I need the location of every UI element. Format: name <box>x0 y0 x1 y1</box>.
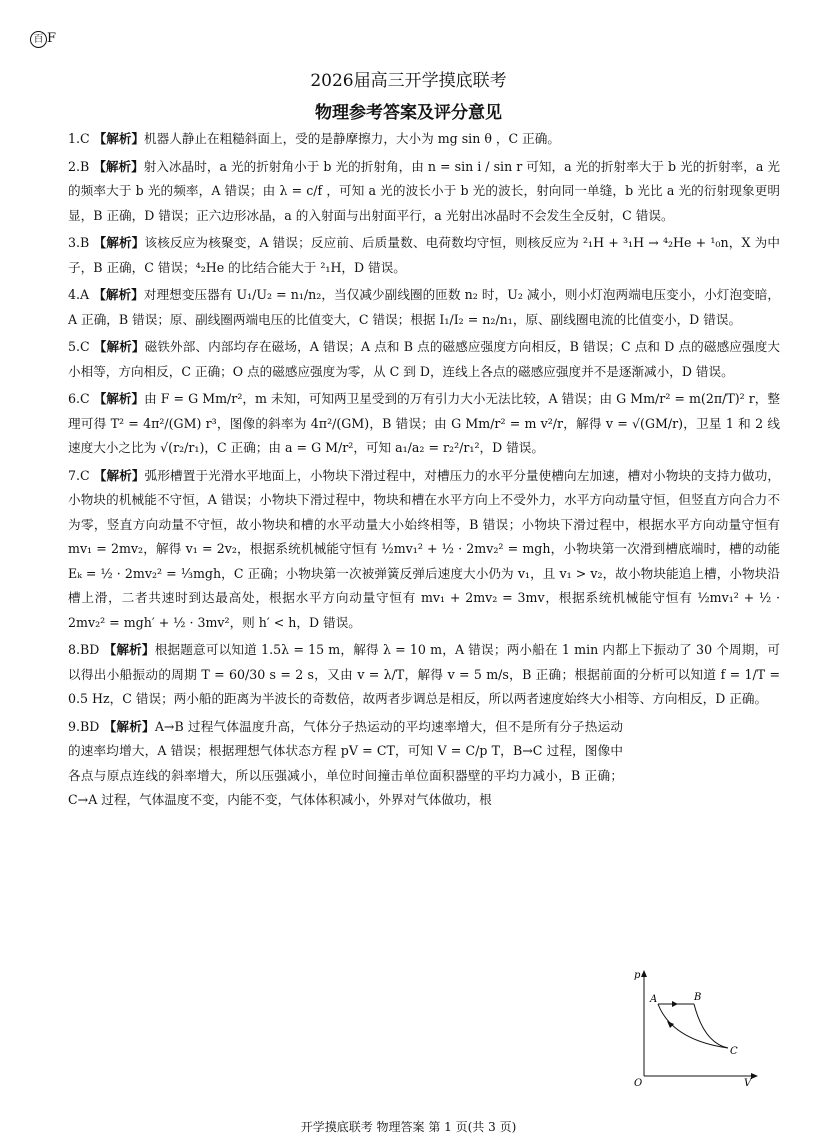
page-title: 2026届高三开学摸底联考 <box>310 71 507 91</box>
pv-diagram <box>632 968 762 1086</box>
answer-text: 根据题意可以知道 1.5λ = 15 m，解得 λ = 10 m，A 错误；两小船在 1 min 内都上下振动了 30 个周期，可以得出小船振动的周期 T = 60/30 s = 2 s，又由 v = λ/T，解得 v = 5 m/s，B 正确；根据前面的分析可以知道 f = 1/T = 0.5 Hz，C 错误；两小船的距离为半波长的奇数倍，故两者步调总是相反，所以两者速度始终大小相等、方向相反，D 正确。 <box>68 642 780 706</box>
answer-number: 3.B <box>68 235 90 250</box>
answer-text: 由 F = G Mm/r²，m 未知，可知两卫星受到的万有引力大小无法比较，A 错误；由 G Mm/r² = m(2π/T)² r，整理可得 T² = 4π²/(GM) r³，图像的斜率为 4π²/(GM)，B 错误；由 G Mm/r² = m v²/r，解得 v = √(GM/r)，卫星 1 和 2 线速度大小之比为 √(r₂/r₁)，C 正确；由 a = G M/r²，可知 a₁/a₂ = r₂²/r₁²，D 错误。 <box>68 391 780 455</box>
answer-item <box>68 638 780 712</box>
point-c-label: C <box>730 1046 738 1057</box>
answer-number: 8.BD <box>68 642 100 657</box>
corner-mark <box>30 31 56 48</box>
analysis-tag: 【解析】 <box>93 339 145 354</box>
answer-number: 5.C <box>68 339 90 354</box>
answer-item <box>68 464 780 636</box>
answer-item <box>68 283 780 332</box>
answer-text: A→B 过程气体温度升高，气体分子热运动的平均速率增大，但不是所有分子热运动的速率均增大，A 错误；根据理想气体状态方程 pV = CT，可知 V = C/p T，B→C 过程，图像中各点与原点连线的斜率增大，所以压强减小，单位时间撞击单位面积器壁的平均力减小，B 正确；C→A 过程，气体温度不变，内能不变，气体体积减小，外界对气体做功，根 <box>68 718 624 807</box>
answer-item <box>68 387 780 461</box>
answer-text: 磁铁外部、内部均存在磁场，A 错误；A 点和 B 点的磁感应强度方向相反，B 错误；C 点和 D 点的磁感应强度大小相等，方向相反，C 正确；O 点的磁感应强度为零，从 C 到 D，连线上各点的磁感应强度并不是逐渐减小，D 错误。 <box>68 339 780 379</box>
analysis-tag: 【解析】 <box>93 235 145 250</box>
v-axis-label: V <box>744 1078 752 1086</box>
answer-number: 2.B <box>68 158 90 174</box>
page-footer: 开学摸底联考 物理答案 第 1 页(共 3 页) <box>300 1120 517 1134</box>
answer-list <box>68 127 780 816</box>
badge-icon: 百 <box>30 31 47 48</box>
answer-text: 弧形槽置于光滑水平地面上，小物块下滑过程中，对槽压力的水平分量使槽向左加速，槽对小物块的支持力做功，小物块的机械能不守恒，A 错误；小物块下滑过程中，物块和槽在水平方向上不受外力，水平方向动量守恒，但竖直方向合力不为零，竖直方向动量不守恒，故小物块和槽的水平动量大小始终相等，B 错误；小物块下滑过程中，根据水平方向动量守恒有 mv₁ = 2mv₂，解得 v₁ = 2v₂，根据系统机械能守恒有 ½mv₁² + ½ · 2mv₂² = mgh，小物块第一次滑到槽底端时，槽的动能 Eₖ = ½ · 2mv₂² = ⅓mgh，C 正确；小物块第一次被弹簧反弹后速度大小仍为 v₁，且 v₁ > v₂，故小物块能追上槽，小物块沿槽上滑，二者共速时到达最高处，根据水平方向动量守恒有 mv₁ + 2mv₂ = 3mv，根据系统机械能守恒有 ½mv₁² + ½ · 2mv₂² = mgh′ + ½ · 3mv²，则 h′ < h，D 错误。 <box>68 467 780 630</box>
answer-number: 6.C <box>68 391 90 406</box>
answer-item <box>68 155 780 229</box>
answer-text: 射入冰晶时，a 光的折射角小于 b 光的折射角，由 n = sin i / sin r 可知，a 光的折射率大于 b 光的折射率，a 光的频率大于 b 光的频率，A 错误；由 λ = c/f ，可知 a 光的波长小于 b 光的波长，射向同一单缝，b 光比 a 光的衍射现象更明显，B 正确，D 错误；正六边形冰晶，a 的入射面与出射面平行，a 光射出冰晶时不会发生全反射，C 错误。 <box>68 158 780 223</box>
answer-text: 机器人静止在粗糙斜面上，受的是静摩擦力，大小为 mg sin θ ，C 正确。 <box>144 131 560 146</box>
p-axis-arrow-icon <box>641 970 647 977</box>
analysis-tag: 【解析】 <box>93 158 144 174</box>
answer-number: 1.C <box>68 131 90 146</box>
corner-letter: F <box>47 31 57 46</box>
origin-label: O <box>634 1078 643 1086</box>
analysis-tag: 【解析】 <box>93 131 145 146</box>
p-axis-label: p <box>634 970 641 981</box>
analysis-tag: 【解析】 <box>103 718 155 734</box>
answer-item <box>68 231 780 280</box>
analysis-tag: 【解析】 <box>93 287 144 302</box>
analysis-tag: 【解析】 <box>93 391 145 406</box>
analysis-tag: 【解析】 <box>93 467 145 483</box>
arrow-icon <box>667 1021 674 1028</box>
point-a-label: A <box>650 994 658 1005</box>
answer-text: 对理想变压器有 U₁/U₂ = n₁/n₂，当仅减少副线圈的匝数 n₂ 时，U₂ 减小，则小灯泡两端电压变小，小灯泡变暗，A 正确，B 错误；原、副线圈两端电压的比值变大，C 错误；根据 I₁/I₂ = n₂/n₁，原、副线圈电流的比值变小，D 错误。 <box>68 287 781 327</box>
answer-number: 4.A <box>68 287 90 302</box>
path-c-a <box>658 1004 728 1048</box>
v-axis-arrow-icon <box>751 1073 758 1079</box>
arrow-icon <box>672 1001 678 1007</box>
answer-text: 该核反应为核聚变，A 错误；反应前、后质量数、电荷数均守恒，则核反应为 ²₁H + ³₁H → ⁴₂He + ¹₀n，X 为中子，B 正确，C 错误；⁴₂He 的比结合能大于 ²₁H，D 错误。 <box>68 235 780 275</box>
answer-item <box>68 127 780 152</box>
answer-item <box>68 335 780 384</box>
answer-number: 9.BD <box>68 718 100 734</box>
point-b-label: B <box>694 992 702 1003</box>
analysis-tag: 【解析】 <box>103 642 155 657</box>
page-subtitle: 物理参考答案及评分意见 <box>315 103 502 123</box>
answer-item <box>68 715 623 813</box>
answer-number: 7.C <box>68 467 90 483</box>
